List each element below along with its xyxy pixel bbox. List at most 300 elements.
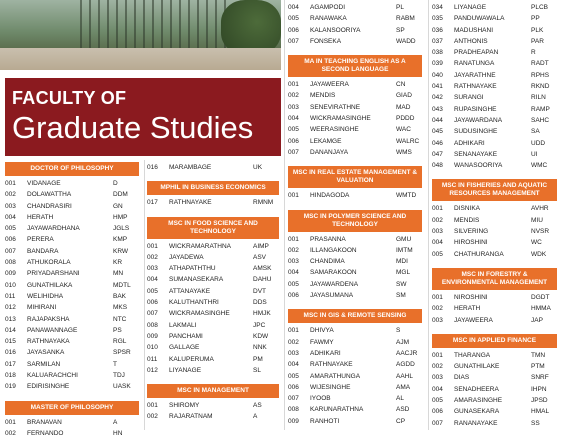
list-item — [147, 263, 279, 274]
entry-name: FAWMY — [310, 338, 334, 346]
entry-name: MARAMBAGE — [169, 164, 212, 171]
entry-initials: AAHL — [396, 372, 413, 380]
section-heading: MSC IN FORESTRY & ENVIRONMENTAL MANAGEMENT — [432, 268, 557, 290]
entry-initials: DGDT — [531, 293, 550, 301]
entry-number: 001 — [5, 180, 16, 187]
entry-number: 003 — [288, 258, 299, 266]
entry-number: 017 — [147, 199, 158, 207]
entry-name: RANATUNGA — [454, 60, 495, 68]
list-item — [432, 303, 557, 314]
entry-name: SURANGI — [454, 94, 484, 102]
section-spacer — [432, 429, 557, 437]
entry-name: ATHUKORALA — [27, 259, 71, 267]
list-item — [288, 234, 422, 245]
entry-name: ADHIKARI — [454, 139, 485, 147]
entry-name: JAYADEWA — [169, 253, 204, 261]
entry-number: 002 — [147, 413, 158, 421]
entry-initials: AMSK — [253, 265, 272, 273]
entry-name: DHIVYA — [310, 327, 334, 335]
entry-name: PANDUWAWALA — [454, 15, 505, 23]
entry-initials: HMJK — [253, 310, 271, 318]
entry-name: JAYASANKA — [27, 349, 65, 357]
entry-initials: WMS — [396, 148, 412, 156]
list-item — [432, 115, 557, 126]
entry-number: 003 — [288, 103, 299, 111]
entry-initials: SM — [396, 292, 406, 300]
section-spacer — [432, 326, 557, 334]
entry-initials: AIMP — [253, 242, 269, 250]
entry-number: 034 — [432, 4, 443, 11]
entry-name: HIROSHINI — [454, 239, 488, 247]
list-item — [432, 372, 557, 383]
list-item — [432, 315, 557, 326]
entry-name: JAYASUMANA — [310, 292, 354, 300]
entry-number: 003 — [5, 202, 16, 210]
entry-initials: NNK — [253, 344, 267, 352]
entry-number: 018 — [5, 372, 16, 380]
entry-initials: WAC — [396, 126, 411, 134]
entry-number: 006 — [432, 408, 443, 416]
list-item — [288, 359, 422, 370]
entry-number: 001 — [147, 402, 158, 410]
list-item — [147, 320, 279, 331]
list-item — [147, 365, 279, 376]
list-item — [288, 90, 422, 101]
section-heading: MSC IN GIS & REMOTE SENSING — [288, 309, 422, 323]
list-item — [432, 104, 557, 115]
section-spacer — [288, 427, 422, 435]
entry-initials: KMP — [113, 236, 128, 244]
entry-name: SARMILAN — [27, 360, 61, 368]
entry-name: ILLANGAKOON — [310, 246, 357, 254]
entry-initials: CP — [396, 417, 406, 425]
entry-number: 002 — [288, 92, 299, 100]
title-line-2: Graduate Studies — [12, 110, 254, 145]
entry-number: 010 — [147, 344, 158, 352]
entry-number: 001 — [288, 81, 299, 89]
entry-name: KALUTHANTHRI — [169, 299, 219, 307]
list-item — [147, 342, 279, 353]
column-2 — [147, 162, 279, 431]
entry-number: 007 — [288, 37, 299, 45]
entry-number: 003 — [432, 316, 443, 324]
entry-number: 016 — [147, 164, 158, 171]
section-spacer — [147, 173, 279, 181]
list-item — [147, 286, 279, 297]
entry-number: 005 — [432, 250, 443, 258]
section-spacer — [5, 393, 139, 401]
list-item — [432, 36, 557, 47]
entry-number: 008 — [5, 259, 16, 267]
entry-initials: PTM — [531, 363, 545, 371]
list-item — [432, 418, 557, 429]
entry-number: 002 — [432, 363, 443, 371]
entry-name: HERATH — [27, 213, 54, 221]
entry-initials: KRW — [113, 247, 129, 255]
entry-name: PRIYADARSHANI — [27, 270, 80, 278]
entry-initials: AL — [396, 395, 404, 403]
list-item — [432, 58, 557, 69]
entry-name: AMARATHUNGA — [310, 372, 361, 380]
entry-name: CHANDIMA — [310, 258, 345, 266]
entry-name: RATHNAYAKE — [310, 361, 353, 369]
entry-name: JAYARATHNE — [454, 71, 496, 79]
entry-initials: SL — [253, 366, 261, 374]
entry-initials: SPSR — [113, 349, 131, 357]
entry-number: 002 — [432, 305, 443, 313]
entry-name: GUNATHILAKE — [454, 363, 500, 371]
entry-initials: SP — [396, 26, 405, 34]
entry-initials: DVT — [253, 287, 266, 295]
entry-number: 005 — [432, 397, 443, 405]
entry-name: MENDIS — [454, 216, 480, 224]
entry-name: THARANGA — [454, 351, 491, 359]
entry-number: 001 — [288, 192, 299, 200]
entry-number: 045 — [432, 128, 443, 136]
entry-name: CHANDRASIRI — [27, 202, 72, 210]
entry-initials: NVSR — [531, 228, 550, 236]
entry-initials: PP — [531, 15, 540, 23]
column-divider — [284, 0, 285, 430]
entry-number: 006 — [5, 236, 16, 244]
section-heading: MSC IN APPLIED FINANCE — [432, 334, 557, 348]
list-item — [288, 124, 422, 135]
list-item — [147, 162, 279, 173]
entry-initials: A — [113, 418, 118, 426]
entry-initials: ASV — [253, 253, 267, 261]
entry-initials: MKS — [113, 304, 128, 312]
entry-initials: DDM — [113, 191, 128, 199]
list-item — [288, 136, 422, 147]
entry-number: 009 — [5, 270, 16, 278]
entry-number: 007 — [147, 310, 158, 318]
entry-number: 011 — [5, 292, 16, 300]
entry-number: 042 — [432, 94, 443, 102]
list-item — [5, 347, 139, 358]
list-item — [147, 308, 279, 319]
list-item — [5, 212, 139, 223]
entry-initials: MIU — [531, 216, 543, 224]
entry-name: PERERA — [27, 236, 54, 244]
list-item — [432, 361, 557, 372]
entry-name: VIDANAGE — [27, 180, 61, 187]
entry-initials: IHPN — [531, 385, 547, 393]
section-spacer — [288, 202, 422, 210]
entry-name: BANDARA — [27, 247, 59, 255]
entry-initials: PM — [253, 355, 263, 363]
entry-initials: UI — [531, 150, 538, 158]
list-item — [288, 325, 422, 336]
list-item — [5, 189, 139, 200]
entry-name: FONSEKA — [310, 37, 342, 45]
entry-number: 002 — [5, 191, 16, 199]
list-item — [432, 126, 557, 137]
entry-number: 044 — [432, 116, 443, 124]
entry-name: JAYAWARDENA — [310, 280, 359, 288]
entry-number: 001 — [432, 205, 443, 213]
list-item — [5, 417, 139, 428]
entry-number: 006 — [288, 137, 299, 145]
section-heading: MPHIL IN BUSINESS ECONOMICS — [147, 181, 279, 195]
entry-number: 007 — [288, 148, 299, 156]
section-spacer — [288, 158, 422, 166]
list-item — [288, 190, 422, 201]
list-item — [288, 25, 422, 36]
entry-initials: UK — [253, 164, 263, 171]
entry-name: MADUSHANI — [454, 26, 494, 34]
list-item — [432, 47, 557, 58]
entry-initials: RABM — [396, 15, 415, 23]
title-line-1: FACULTY OF — [12, 88, 127, 108]
entry-initials: PAR — [531, 37, 544, 45]
entry-name: WANASOORIYA — [454, 162, 503, 170]
entry-number: 041 — [432, 83, 443, 91]
entry-number: 004 — [147, 276, 158, 284]
entry-number: 002 — [288, 338, 299, 346]
list-item — [147, 197, 279, 208]
entry-name: KARUNARATHNA — [310, 406, 364, 414]
entry-initials: AVHR — [531, 205, 549, 213]
entry-number: 014 — [5, 326, 16, 334]
entry-initials: AGDD — [396, 361, 415, 369]
list-item — [432, 81, 557, 92]
entry-number: 038 — [432, 49, 443, 57]
entry-name: RAJAPAKSHA — [27, 315, 70, 323]
entry-name: AMARASINGHE — [454, 397, 503, 405]
list-item — [288, 279, 422, 290]
section-heading: MSC IN FOOD SCIENCE AND TECHNOLOGY — [147, 217, 279, 239]
entry-initials: UASK — [113, 383, 131, 391]
entry-initials: GN — [113, 202, 123, 210]
entry-name: RATHNAYAKE — [169, 199, 212, 207]
entry-name: PANCHAMI — [169, 332, 203, 340]
list-item — [288, 393, 422, 404]
entry-name: SENANAYAKE — [454, 150, 498, 158]
entry-name: SAMARAKOON — [310, 269, 357, 277]
section-spacer — [5, 439, 139, 447]
entry-initials: RADT — [531, 60, 549, 68]
entry-name: NIROSHINI — [454, 293, 488, 301]
list-item — [5, 359, 139, 370]
entry-number: 003 — [147, 265, 158, 273]
entry-initials: RGL — [113, 338, 127, 346]
entry-initials: MGL — [396, 269, 411, 277]
entry-name: SUDUSINGHE — [454, 128, 498, 136]
entry-initials: HMMA — [531, 305, 551, 313]
list-item — [288, 416, 422, 427]
entry-number: 005 — [288, 280, 299, 288]
entry-initials: AJM — [396, 338, 409, 346]
column-divider — [428, 0, 429, 430]
list-item — [432, 92, 557, 103]
entry-name: DISNIKA — [454, 205, 481, 213]
list-item — [288, 348, 422, 359]
entry-number: 004 — [5, 213, 16, 221]
entry-number: 007 — [432, 419, 443, 427]
list-item — [432, 350, 557, 361]
entry-number: 012 — [5, 304, 16, 312]
list-item — [147, 252, 279, 263]
campus-photo — [0, 0, 281, 70]
entry-name: JAYAWEERA — [454, 316, 493, 324]
entry-number: 013 — [5, 315, 16, 323]
entry-name: IYOOB — [310, 395, 331, 403]
entry-initials: PLCB — [531, 4, 548, 11]
entry-name: GALLAGE — [169, 344, 200, 352]
entry-name: ADHIKARI — [310, 349, 341, 357]
list-item — [147, 241, 279, 252]
entry-number: 001 — [432, 351, 443, 359]
list-item — [5, 268, 139, 279]
entry-initials: HN — [113, 429, 123, 437]
entry-name: PANAWANNAGE — [27, 326, 78, 334]
entry-number: 001 — [5, 418, 16, 426]
list-item — [147, 400, 279, 411]
entry-name: JAYAWEERA — [310, 81, 349, 89]
entry-number: 048 — [432, 162, 443, 170]
list-item — [432, 215, 557, 226]
entry-number: 001 — [432, 293, 443, 301]
entry-name: HERATH — [454, 305, 481, 313]
entry-number: 043 — [432, 105, 443, 113]
section-spacer — [432, 260, 557, 268]
entry-name: ANTHONIS — [454, 37, 488, 45]
entry-initials: PL — [396, 4, 404, 11]
entry-name: LIYANAGE — [169, 366, 202, 374]
entry-initials: DDS — [253, 299, 267, 307]
entry-initials: UDD — [531, 139, 546, 147]
column-3 — [288, 2, 422, 435]
list-item — [147, 297, 279, 308]
entry-number: 007 — [288, 395, 299, 403]
list-item — [288, 382, 422, 393]
entry-number: 002 — [147, 253, 158, 261]
section-heading: MASTER OF PHILOSOPHY — [5, 401, 139, 415]
entry-number: 040 — [432, 71, 443, 79]
entry-initials: KR — [113, 259, 123, 267]
entry-number: 006 — [288, 26, 299, 34]
entry-number: 006 — [288, 383, 299, 391]
entry-name: WICKRAMASINGHE — [169, 310, 230, 318]
list-item — [288, 256, 422, 267]
list-item — [5, 246, 139, 257]
column-1 — [5, 162, 139, 447]
list-item — [5, 336, 139, 347]
list-item — [432, 226, 557, 237]
entry-initials: TMN — [531, 351, 546, 359]
entry-number: 003 — [432, 374, 443, 382]
entry-initials: TDJ — [113, 372, 125, 380]
entry-number: 036 — [432, 26, 443, 34]
list-item — [5, 302, 139, 313]
entry-initials: AACJR — [396, 349, 418, 357]
entry-initials: KDW — [253, 332, 269, 340]
entry-number: 004 — [288, 4, 299, 11]
entry-initials: SAHC — [531, 116, 550, 124]
entry-initials: SW — [396, 280, 407, 288]
list-item — [288, 36, 422, 47]
entry-name: KALUPERUMA — [169, 355, 214, 363]
list-item — [288, 13, 422, 24]
list-item — [432, 138, 557, 149]
entry-number: 004 — [432, 239, 443, 247]
entry-initials: SNRF — [531, 374, 549, 382]
list-item — [5, 314, 139, 325]
list-item — [147, 331, 279, 342]
entry-initials: HMAL — [531, 408, 550, 416]
list-item — [5, 201, 139, 212]
section-heading: DOCTOR OF PHILOSOPHY — [5, 162, 139, 176]
entry-initials: PS — [113, 326, 122, 334]
entry-initials: AS — [253, 402, 262, 410]
entry-initials: AMA — [396, 383, 411, 391]
entry-initials: WALRC — [396, 137, 420, 145]
list-item — [432, 149, 557, 160]
column-4 — [432, 2, 557, 437]
entry-number: 001 — [147, 242, 158, 250]
entry-name: JAYAWARDHANA — [27, 225, 80, 233]
section-heading: MSC IN POLYMER SCIENCE AND TECHNOLOGY — [288, 210, 422, 232]
list-item — [288, 79, 422, 90]
entry-name: FERNANDO — [27, 429, 64, 437]
entry-name: LAKMALI — [169, 321, 197, 329]
entry-name: DIAS — [454, 374, 470, 382]
entry-number: 006 — [288, 292, 299, 300]
list-item — [5, 257, 139, 268]
entry-name: SENEVIRATHNE — [310, 103, 361, 111]
list-item — [432, 292, 557, 303]
entry-number: 005 — [288, 15, 299, 23]
list-item — [432, 237, 557, 248]
entry-name: MENDIS — [310, 92, 336, 100]
entry-number: 012 — [147, 366, 158, 374]
list-item — [5, 178, 139, 189]
entry-number: 005 — [5, 225, 16, 233]
section-heading: MA IN TEACHING ENGLISH AS A SECOND LANGUAGE — [288, 55, 422, 77]
entry-name: PRASANNA — [310, 235, 346, 243]
list-item — [147, 354, 279, 365]
section-spacer — [147, 209, 279, 217]
list-item — [288, 147, 422, 158]
entry-name: SHIROMY — [169, 402, 200, 410]
list-item — [288, 267, 422, 278]
entry-name: RANANAYAKE — [454, 419, 498, 427]
entry-initials: BAK — [113, 292, 127, 300]
entry-number: 004 — [288, 361, 299, 369]
column-divider — [144, 160, 145, 430]
entry-number: 017 — [5, 360, 16, 368]
entry-initials: SS — [531, 419, 540, 427]
section-heading: MSC IN FISHERIES AND AQUATIC RESOURCES MANAGEMENT — [432, 179, 557, 201]
entry-number: 002 — [5, 429, 16, 437]
list-item — [288, 2, 422, 13]
list-item — [5, 325, 139, 336]
entry-name: WICKRAMARATHNA — [169, 242, 231, 250]
entry-initials: T — [113, 360, 117, 368]
entry-number: 046 — [432, 139, 443, 147]
entry-initials: WMC — [531, 162, 548, 170]
entry-initials: JAP — [531, 316, 543, 324]
list-item — [5, 381, 139, 392]
entry-number: 001 — [288, 327, 299, 335]
section-spacer — [432, 171, 557, 179]
list-item — [147, 411, 279, 422]
entry-initials: DAHU — [253, 276, 272, 284]
entry-initials: MDTL — [113, 281, 131, 289]
list-item — [288, 102, 422, 113]
photo-road — [0, 48, 281, 70]
entry-name: WICKRAMASINGHE — [310, 115, 371, 123]
